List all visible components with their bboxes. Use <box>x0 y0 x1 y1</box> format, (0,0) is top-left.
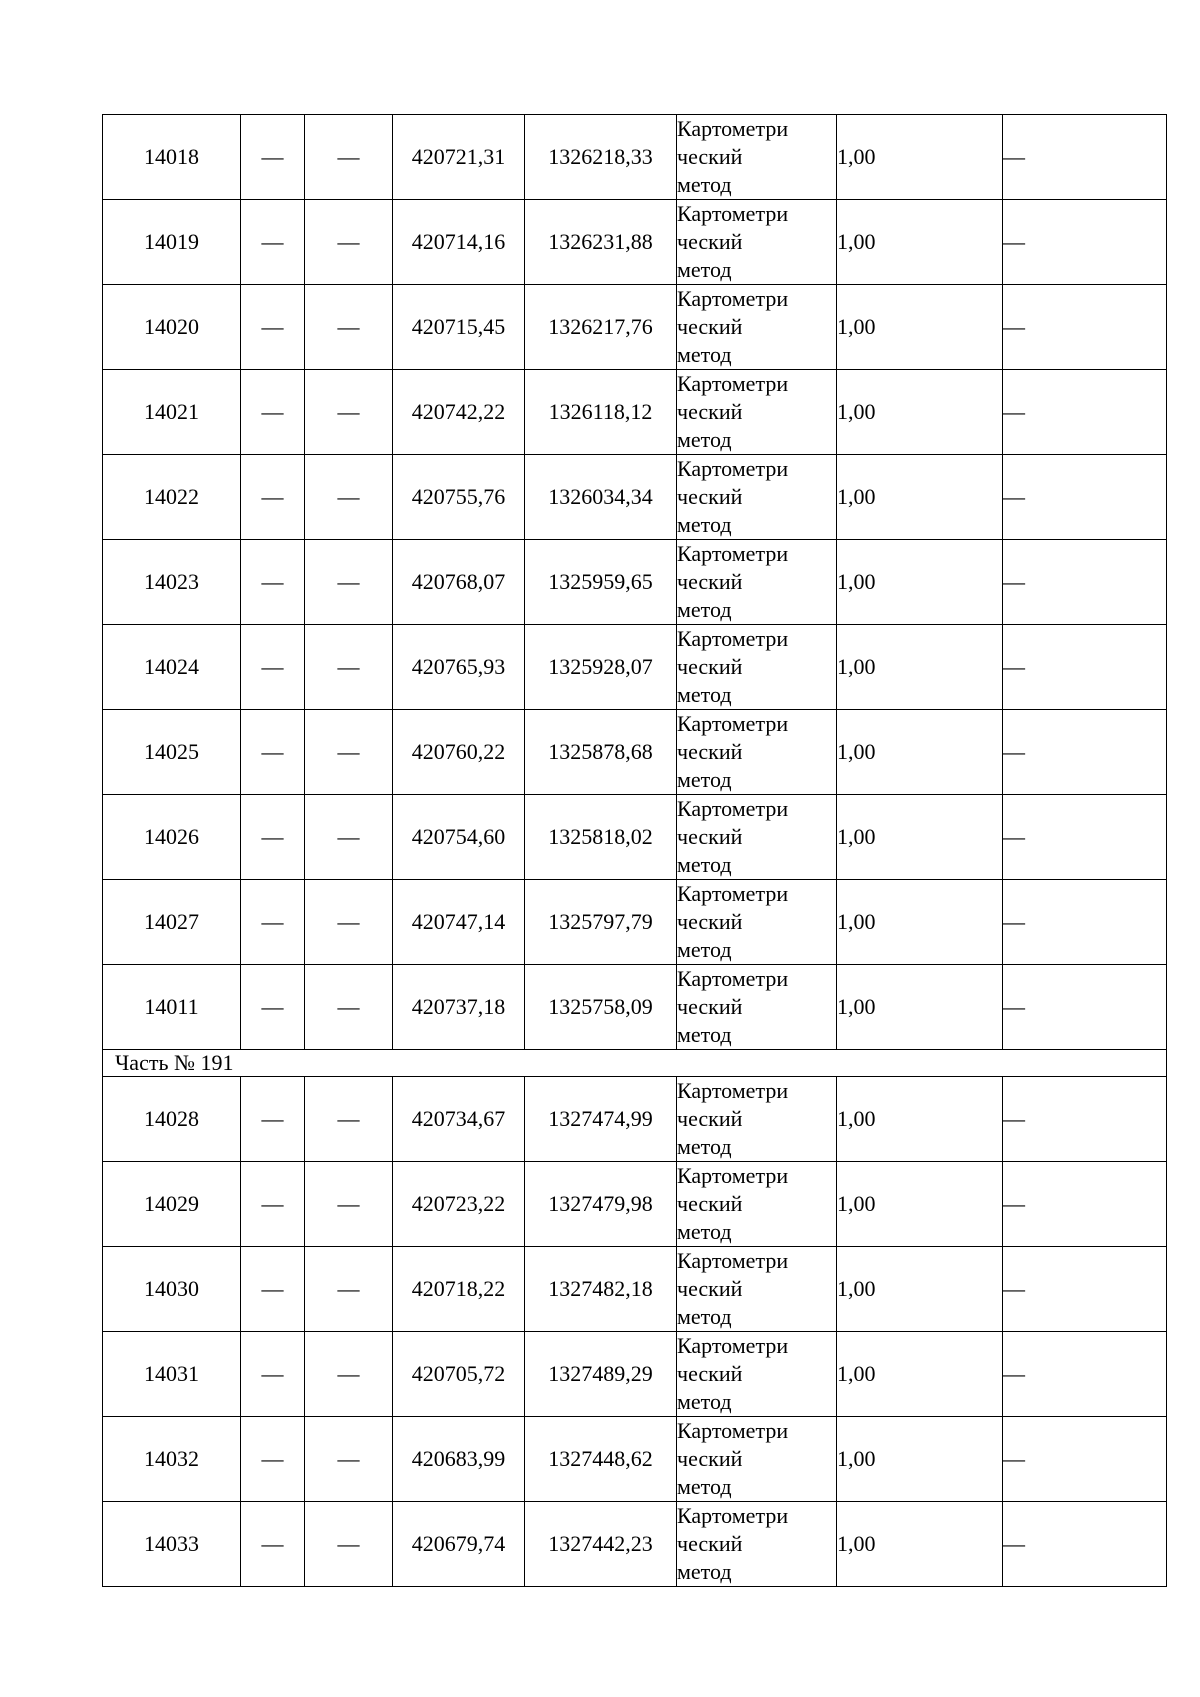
table-row <box>103 115 1167 200</box>
y-coordinate-cell: 1326034,34 <box>525 455 677 540</box>
point-number-cell: 14028 <box>103 1077 241 1162</box>
x-coordinate-cell: 420755,76 <box>393 455 525 540</box>
method-cell: Картометри ческий метод <box>677 1162 837 1247</box>
coordinates-table <box>102 114 1167 1587</box>
table-row <box>103 540 1167 625</box>
accuracy-cell: 1,00 <box>837 455 1003 540</box>
point-number-cell: 14021 <box>103 370 241 455</box>
note-cell: — <box>1003 880 1167 965</box>
point-number-cell: 14022 <box>103 455 241 540</box>
method-cell: Картометри ческий метод <box>677 1247 837 1332</box>
dash-cell-a: — <box>241 965 305 1050</box>
table-row <box>103 710 1167 795</box>
dash-cell-b: — <box>305 200 393 285</box>
x-coordinate-cell: 420679,74 <box>393 1502 525 1587</box>
dash-cell-b: — <box>305 1502 393 1587</box>
method-cell: Картометри ческий метод <box>677 1417 837 1502</box>
x-coordinate-cell: 420718,22 <box>393 1247 525 1332</box>
note-cell: — <box>1003 1077 1167 1162</box>
x-coordinate-cell: 420765,93 <box>393 625 525 710</box>
accuracy-cell: 1,00 <box>837 1417 1003 1502</box>
dash-cell-b: — <box>305 795 393 880</box>
table-row <box>103 880 1167 965</box>
y-coordinate-cell: 1326118,12 <box>525 370 677 455</box>
point-number-cell: 14019 <box>103 200 241 285</box>
y-coordinate-cell: 1327448,62 <box>525 1417 677 1502</box>
dash-cell-b: — <box>305 625 393 710</box>
dash-cell-b: — <box>305 965 393 1050</box>
method-cell: Картометри ческий метод <box>677 880 837 965</box>
dash-cell-b: — <box>305 1077 393 1162</box>
accuracy-cell: 1,00 <box>837 625 1003 710</box>
x-coordinate-cell: 420768,07 <box>393 540 525 625</box>
note-cell: — <box>1003 1332 1167 1417</box>
x-coordinate-cell: 420754,60 <box>393 795 525 880</box>
part-header-row <box>103 1050 1167 1077</box>
accuracy-cell: 1,00 <box>837 880 1003 965</box>
dash-cell-a: — <box>241 1502 305 1587</box>
y-coordinate-cell: 1325928,07 <box>525 625 677 710</box>
note-cell: — <box>1003 1247 1167 1332</box>
dash-cell-a: — <box>241 285 305 370</box>
point-number-cell: 14018 <box>103 115 241 200</box>
accuracy-cell: 1,00 <box>837 795 1003 880</box>
x-coordinate-cell: 420683,99 <box>393 1417 525 1502</box>
dash-cell-b: — <box>305 115 393 200</box>
y-coordinate-cell: 1325959,65 <box>525 540 677 625</box>
table-body <box>103 115 1167 1587</box>
note-cell: — <box>1003 540 1167 625</box>
table-row <box>103 1247 1167 1332</box>
table-row <box>103 200 1167 285</box>
x-coordinate-cell: 420715,45 <box>393 285 525 370</box>
dash-cell-a: — <box>241 625 305 710</box>
point-number-cell: 14023 <box>103 540 241 625</box>
x-coordinate-cell: 420742,22 <box>393 370 525 455</box>
method-cell: Картометри ческий метод <box>677 370 837 455</box>
y-coordinate-cell: 1327482,18 <box>525 1247 677 1332</box>
point-number-cell: 14026 <box>103 795 241 880</box>
dash-cell-a: — <box>241 540 305 625</box>
y-coordinate-cell: 1325797,79 <box>525 880 677 965</box>
note-cell: — <box>1003 285 1167 370</box>
y-coordinate-cell: 1327442,23 <box>525 1502 677 1587</box>
table-row <box>103 1162 1167 1247</box>
accuracy-cell: 1,00 <box>837 285 1003 370</box>
accuracy-cell: 1,00 <box>837 965 1003 1050</box>
x-coordinate-cell: 420737,18 <box>393 965 525 1050</box>
dash-cell-a: — <box>241 115 305 200</box>
dash-cell-a: — <box>241 200 305 285</box>
dash-cell-b: — <box>305 1417 393 1502</box>
note-cell: — <box>1003 115 1167 200</box>
dash-cell-b: — <box>305 1247 393 1332</box>
point-number-cell: 14011 <box>103 965 241 1050</box>
method-cell: Картометри ческий метод <box>677 1332 837 1417</box>
y-coordinate-cell: 1327479,98 <box>525 1162 677 1247</box>
accuracy-cell: 1,00 <box>837 1502 1003 1587</box>
dash-cell-b: — <box>305 1332 393 1417</box>
note-cell: — <box>1003 370 1167 455</box>
point-number-cell: 14033 <box>103 1502 241 1587</box>
x-coordinate-cell: 420747,14 <box>393 880 525 965</box>
dash-cell-a: — <box>241 1247 305 1332</box>
note-cell: — <box>1003 1417 1167 1502</box>
method-cell: Картометри ческий метод <box>677 710 837 795</box>
method-cell: Картометри ческий метод <box>677 1502 837 1587</box>
point-number-cell: 14031 <box>103 1332 241 1417</box>
x-coordinate-cell: 420734,67 <box>393 1077 525 1162</box>
method-cell: Картометри ческий метод <box>677 795 837 880</box>
method-cell: Картометри ческий метод <box>677 1077 837 1162</box>
table-row <box>103 625 1167 710</box>
point-number-cell: 14032 <box>103 1417 241 1502</box>
dash-cell-a: — <box>241 370 305 455</box>
point-number-cell: 14029 <box>103 1162 241 1247</box>
dash-cell-a: — <box>241 1332 305 1417</box>
table-row <box>103 1417 1167 1502</box>
accuracy-cell: 1,00 <box>837 115 1003 200</box>
dash-cell-a: — <box>241 1162 305 1247</box>
dash-cell-b: — <box>305 285 393 370</box>
dash-cell-a: — <box>241 710 305 795</box>
dash-cell-b: — <box>305 370 393 455</box>
method-cell: Картометри ческий метод <box>677 285 837 370</box>
dash-cell-b: — <box>305 540 393 625</box>
dash-cell-a: — <box>241 795 305 880</box>
note-cell: — <box>1003 455 1167 540</box>
dash-cell-a: — <box>241 455 305 540</box>
part-label: Часть № 191 <box>103 1050 1167 1077</box>
table-row <box>103 455 1167 540</box>
method-cell: Картометри ческий метод <box>677 200 837 285</box>
table-row <box>103 1332 1167 1417</box>
point-number-cell: 14030 <box>103 1247 241 1332</box>
accuracy-cell: 1,00 <box>837 540 1003 625</box>
note-cell: — <box>1003 200 1167 285</box>
method-cell: Картометри ческий метод <box>677 455 837 540</box>
x-coordinate-cell: 420705,72 <box>393 1332 525 1417</box>
note-cell: — <box>1003 625 1167 710</box>
dash-cell-a: — <box>241 1077 305 1162</box>
y-coordinate-cell: 1325878,68 <box>525 710 677 795</box>
note-cell: — <box>1003 1502 1167 1587</box>
y-coordinate-cell: 1327474,99 <box>525 1077 677 1162</box>
dash-cell-b: — <box>305 880 393 965</box>
note-cell: — <box>1003 1162 1167 1247</box>
y-coordinate-cell: 1327489,29 <box>525 1332 677 1417</box>
y-coordinate-cell: 1325758,09 <box>525 965 677 1050</box>
note-cell: — <box>1003 795 1167 880</box>
accuracy-cell: 1,00 <box>837 1077 1003 1162</box>
accuracy-cell: 1,00 <box>837 1162 1003 1247</box>
y-coordinate-cell: 1325818,02 <box>525 795 677 880</box>
x-coordinate-cell: 420721,31 <box>393 115 525 200</box>
accuracy-cell: 1,00 <box>837 1332 1003 1417</box>
accuracy-cell: 1,00 <box>837 370 1003 455</box>
method-cell: Картометри ческий метод <box>677 625 837 710</box>
method-cell: Картометри ческий метод <box>677 540 837 625</box>
y-coordinate-cell: 1326218,33 <box>525 115 677 200</box>
table-row <box>103 285 1167 370</box>
table-row <box>103 370 1167 455</box>
method-cell: Картометри ческий метод <box>677 965 837 1050</box>
x-coordinate-cell: 420760,22 <box>393 710 525 795</box>
y-coordinate-cell: 1326217,76 <box>525 285 677 370</box>
table-row <box>103 965 1167 1050</box>
note-cell: — <box>1003 965 1167 1050</box>
table-row <box>103 1502 1167 1587</box>
point-number-cell: 14027 <box>103 880 241 965</box>
point-number-cell: 14020 <box>103 285 241 370</box>
method-cell: Картометри ческий метод <box>677 115 837 200</box>
accuracy-cell: 1,00 <box>837 200 1003 285</box>
point-number-cell: 14024 <box>103 625 241 710</box>
table-row <box>103 795 1167 880</box>
table-row <box>103 1077 1167 1162</box>
accuracy-cell: 1,00 <box>837 710 1003 795</box>
x-coordinate-cell: 420723,22 <box>393 1162 525 1247</box>
dash-cell-a: — <box>241 1417 305 1502</box>
dash-cell-b: — <box>305 710 393 795</box>
dash-cell-b: — <box>305 455 393 540</box>
point-number-cell: 14025 <box>103 710 241 795</box>
note-cell: — <box>1003 710 1167 795</box>
dash-cell-b: — <box>305 1162 393 1247</box>
y-coordinate-cell: 1326231,88 <box>525 200 677 285</box>
x-coordinate-cell: 420714,16 <box>393 200 525 285</box>
dash-cell-a: — <box>241 880 305 965</box>
accuracy-cell: 1,00 <box>837 1247 1003 1332</box>
